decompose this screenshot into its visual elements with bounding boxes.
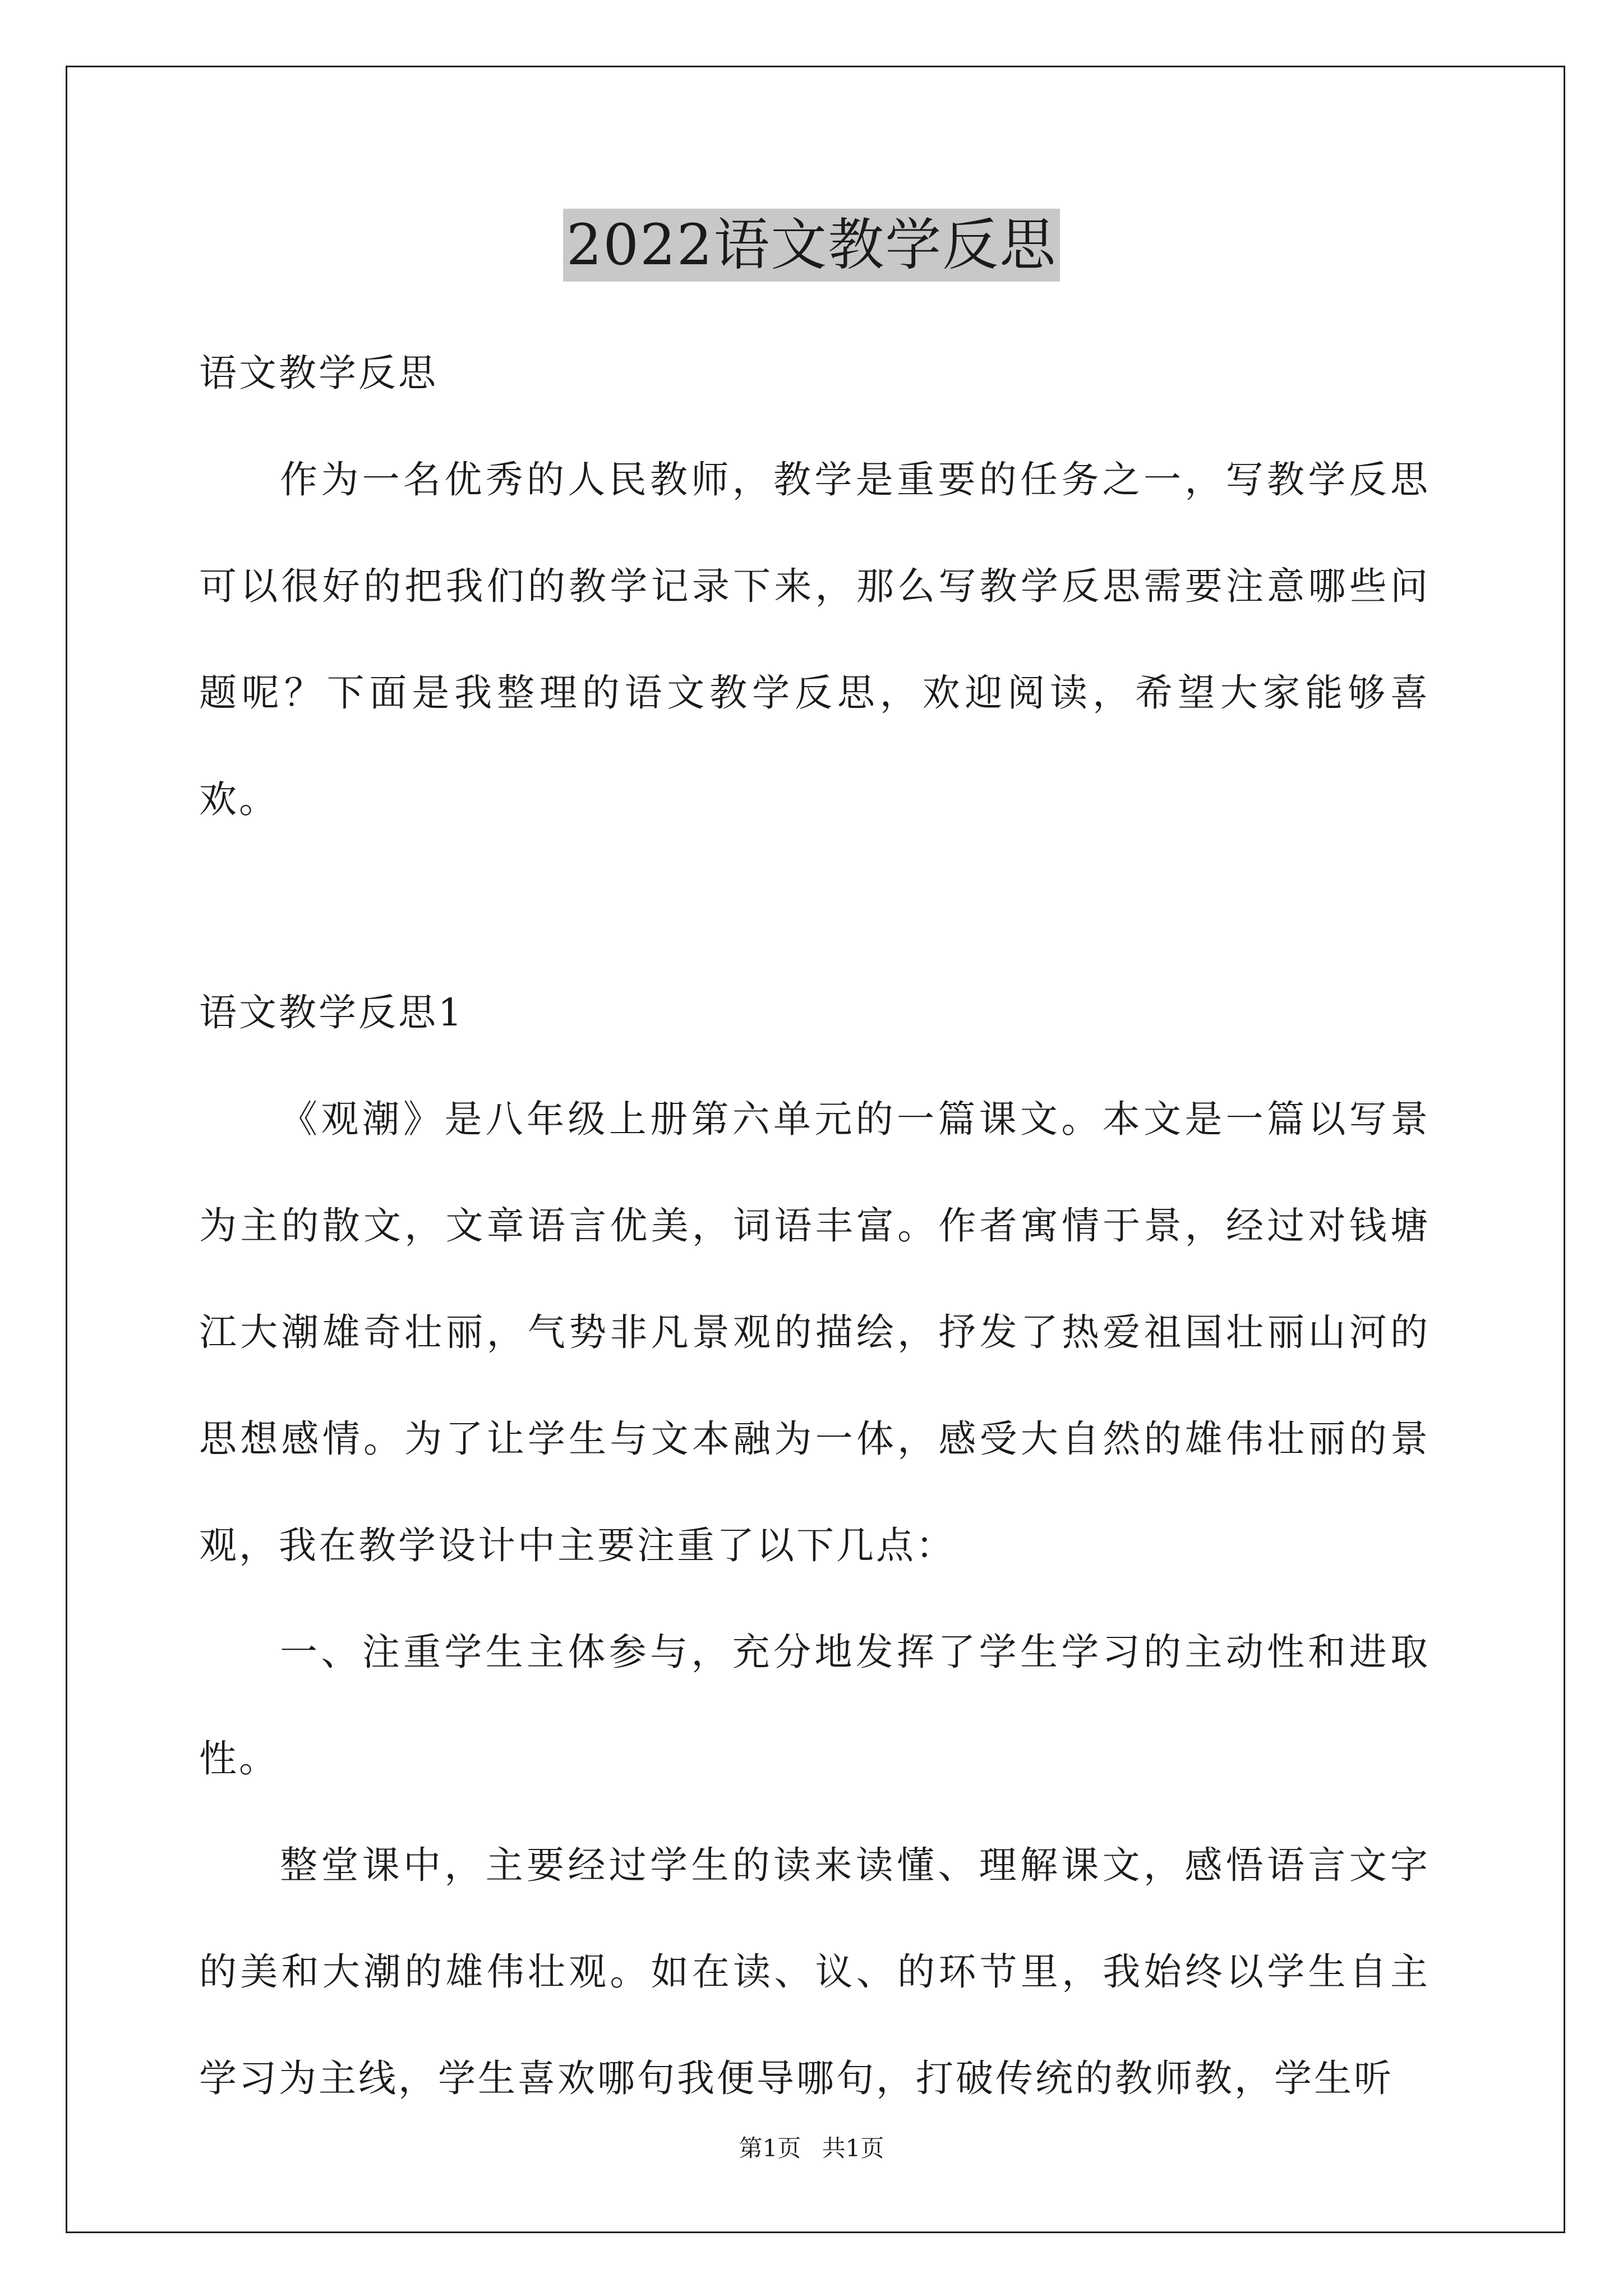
page-number: 第1页 [739, 2134, 801, 2162]
page-footer [0, 2132, 1623, 2165]
intro-paragraph: 作为一名优秀的人民教师，教学是重要的任务之一，写教学反思可以很好的把我们的教学记录下来，那么写教学反思需要注意哪些问题呢？下面是我整理的语文教学反思，欢迎阅读，希望大家能够喜欢。 [199, 458, 1430, 821]
section-spacer [199, 853, 1430, 959]
section1-heading: 语文教学反思1 [199, 991, 464, 1034]
page-total: 共1页 [822, 2134, 884, 2162]
document-title: 2022语文教学反思 [563, 209, 1061, 282]
section1-paragraph-1: 《观潮》是八年级上册第六单元的一篇课文。本文是一篇以写景为主的散文，文章语言优美，词语丰富。作者寓情于景，经过对钱塘江大潮雄奇壮丽，气势非凡景观的描绘，抒发了热爱祖国壮丽山河的思想感情。为了让学生与文本融为一体，感受大自然的雄伟壮丽的景观，我在教学设计中主要注重了以下几点： [199, 1097, 1430, 1567]
section1-paragraph-3: 整堂课中，主要经过学生的读来读懂、理解课文，感悟语言文字的美和大潮的雄伟壮观。如在读、议、的环节里，我始终以学生自主学习为主线，学生喜欢哪句我便导哪句，打破传统的教师教，学生听 [199, 1843, 1430, 2100]
section1-paragraph-2: 一、注重学生主体参与，充分地发挥了学生学习的主动性和进取性。 [199, 1630, 1430, 1780]
title-container [0, 209, 1623, 282]
document-body [199, 320, 1430, 2132]
intro-heading: 语文教学反思 [199, 351, 438, 395]
